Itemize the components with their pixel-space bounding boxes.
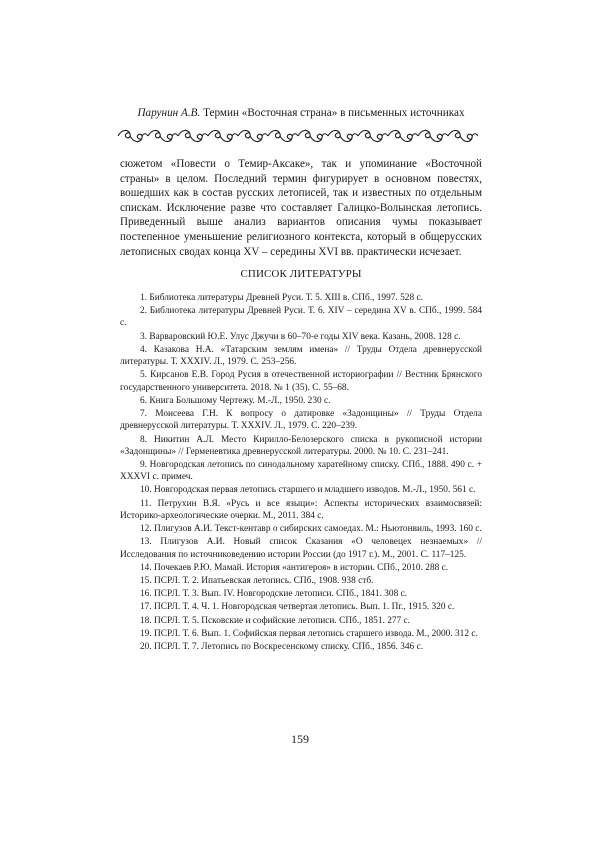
reference-item: 1. Библиотека литературы Древней Руси. Т. 5. XIII в. СПб., 1997. 528 с. [140,293,423,303]
body-paragraph: сюжетом «Повести о Темир-Аксаке», так и упоминание «Восточной страны» в целом. Последний термин фигурирует в основном повестях, вошедших как в состав русских летописей, так и известных по отдельным спискам. Исключение разве что составляет Галицко-Волынская летопись. Приведенный выше анализ вариантов описания чумы показывает постепенное уменьшение религиозного контекста, который в общерусских летописных сводах конца XV – середины XVI вв. практически исчезает. [120,158,482,258]
reference-item: 9. Новгородская летопись по синодальному харатейному списку. СПб., 1888. 490 с. + XXXVI с. примеч. [120,459,482,483]
header-title: Термин «Восточная страна» в письменных источниках [203,107,465,119]
header-author: Парунин А.В. [137,107,201,119]
reference-item: 11. Петрухин В.Я. «Русь и все языци»: Аспекты исторических взаимосвязей: Историко-археологические очерки. М., 2011. 384 с. [120,498,482,521]
page-number: 159 [291,732,309,746]
reference-item: 5. Кирсанов Е.В. Город Русия в отечественной историографии // Вестник Брянского государственного университета. 2018. № 1 (35). С. 55–68. [120,370,482,393]
reference-item: 17. ПСРЛ. Т. 4. Ч. 1. Новгородская четвертая летопись. Вып. 1. Пг., 1915. 320 с. [140,602,455,613]
reference-item: 20. ПСРЛ. Т. 7. Летопись по Воскресенскому списку. СПб., 1856. 346 с. [140,641,424,652]
references-list [120,292,482,654]
reference-item: 19. ПСРЛ. Т. 6. Вып. 1. Софийская первая летопись старшего извода. М., 2000. 312 с. [140,628,478,639]
reference-item: 6. Книга Большому Чертежу. М.-Л., 1950. 230 с. [140,395,331,406]
running-header [118,106,484,120]
reference-item: 13. Плигузов А.И. Новый список Сказания «О человецех незнаемых» // Исследования по источниковедению истории России (до 1917 г.). М., 2001. С. 117–125. [120,537,482,560]
reference-item: 7. Моисеева Г.Н. К вопросу о датировке «Задонщины» // Труды Отдела древнерусской литературы. Т. XXXIV. Л., 1979. С. 220–239. [120,409,482,432]
reference-item: 12. Плигузов А.И. Текст-кентавр о сибирских самоедах. М.: Ньютонвиль, 1993. 160 с. [140,524,482,535]
ornamental-divider [116,126,486,146]
reference-item: 14. Почекаев Р.Ю. Мамай. История «антигероя» в истории. СПб., 2010. 288 с. [140,562,449,573]
reference-item: 4. Казакова Н.А. «Татарским землям имена» // Труды Отдела древнерусской литературы. Т. XXXIV. Л., 1979. С. 253–256. [120,344,482,368]
reference-item: 3. Варваровский Ю.Е. Улус Джучи в 60–70-е годы XIV века. Казань, 2008. 128 с. [140,331,461,342]
reference-item: 10. Новгородская первая летопись старшего и младшего изводов. М.-Л., 1950. 561 с. [140,485,476,496]
reference-item: 18. ПСРЛ. Т. 5. Псковские и софийские летописи. СПб., 1851. 277 с. [140,615,411,626]
references-heading: СПИСОК ЛИТЕРАТУРЫ [240,268,362,280]
reference-item: 16. ПСРЛ. Т. 3. Вып. IV. Новгородские летописи. СПб., 1841. 308 с. [140,589,408,600]
reference-item: 2. Библиотека литературы Древней Руси. Т. 6. XIV – середина XV в. СПб., 1999. 584 с. [120,306,482,329]
reference-item: 8. Никитин А.Л. Место Кирилло-Белозерского списка в рукописной истории «Задонщины» // Герменевтика древнерусской литературы. 2000. № 10. С. 231–241. [120,434,482,457]
reference-item: 15. ПСРЛ. Т. 2. Ипатьевская летопись. СПб., 1908. 938 стб. [140,576,374,586]
